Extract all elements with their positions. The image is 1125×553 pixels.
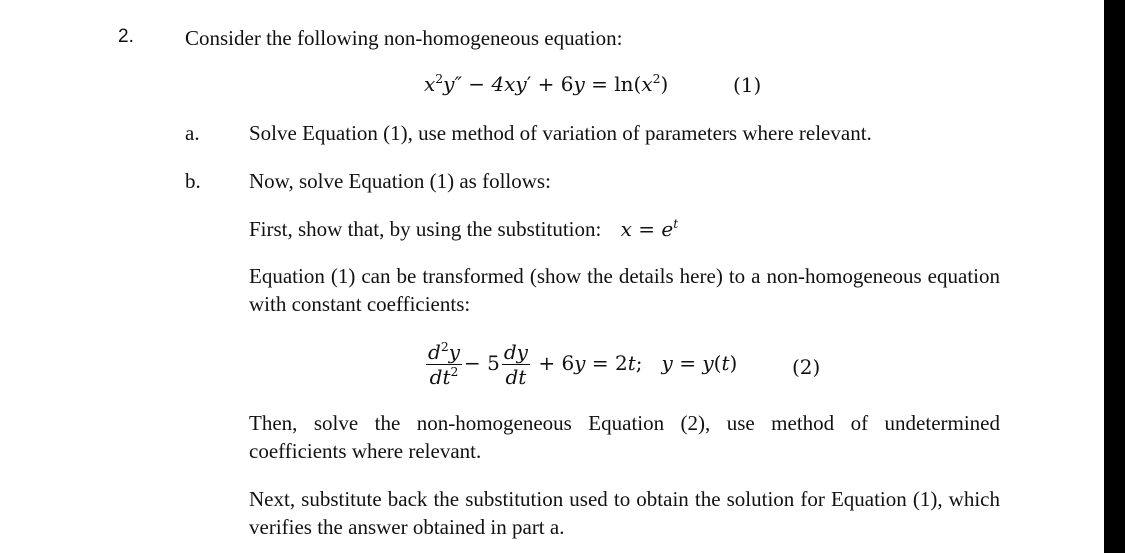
subst-t: t bbox=[673, 215, 679, 231]
eq2-t: t bbox=[627, 351, 636, 375]
eq2-t2: t bbox=[721, 351, 730, 375]
eq1-term-c: ′ + 6 bbox=[526, 72, 574, 96]
eq2-y3: y bbox=[661, 351, 673, 375]
eq2-dt-sup: 2 bbox=[450, 363, 459, 379]
eq1-sq1: 2 bbox=[435, 70, 444, 86]
part-b-step1 bbox=[249, 215, 678, 243]
equation-2-tag: (2) bbox=[792, 355, 821, 379]
part-a-text: Solve Equation (1), use method of variation of parameters where relevant. bbox=[249, 121, 872, 145]
eq2-y: y bbox=[448, 340, 461, 364]
eq1-term-d: y bbox=[573, 72, 585, 96]
eq2-minus5: − 5 bbox=[464, 351, 500, 375]
eq2-open: ( bbox=[713, 351, 722, 375]
substitution-formula bbox=[621, 217, 679, 241]
eq1-sq2: 2 bbox=[652, 70, 661, 86]
part-a-label: a. bbox=[185, 121, 200, 145]
equation-1 bbox=[424, 72, 668, 96]
eq2-plus6: + 6 bbox=[531, 351, 575, 375]
eq1-equals-ln: = ln( bbox=[584, 72, 642, 96]
eq2-dt2: dt bbox=[505, 365, 527, 389]
eq2-close: ) bbox=[729, 351, 738, 375]
part-b-text: Now, solve Equation (1) as follows: bbox=[249, 169, 551, 193]
subst-x: x bbox=[620, 217, 632, 241]
eq2-eq3: = bbox=[672, 351, 703, 375]
part-b-step4: Next, substitute back the substitution used to obtain the solution for Equation (1), which verifies the answer obtained in part a. bbox=[249, 487, 1000, 539]
question-number: 2. bbox=[118, 26, 134, 47]
equation-1-tag: (1) bbox=[733, 73, 762, 97]
eq2-dy: dy bbox=[503, 340, 528, 364]
eq1-close: ) bbox=[660, 72, 669, 96]
part-b-label: b. bbox=[185, 169, 201, 193]
question-intro: Consider the following non-homogeneous equation: bbox=[185, 26, 623, 50]
eq1-term-b: xy bbox=[504, 72, 527, 96]
subst-equals: = bbox=[631, 217, 662, 241]
equation-2 bbox=[424, 340, 737, 389]
part-b-step3: Then, solve the non-homogeneous Equation (2), use method of undetermined coefficients where relevant. bbox=[249, 411, 1000, 463]
subst-e: e bbox=[661, 217, 674, 241]
eq2-dt: dt bbox=[429, 365, 451, 389]
eq2-d: d bbox=[428, 340, 441, 364]
eq2-y2: y bbox=[574, 351, 586, 375]
eq2-eq2: = 2 bbox=[585, 351, 628, 375]
eq2-y4: y bbox=[702, 351, 714, 375]
part-b-step2: Equation (1) can be transformed (show the details here) to a non-homogeneous equation with constant coefficients: bbox=[249, 264, 1000, 316]
step1-text: First, show that, by using the substitution: bbox=[249, 217, 602, 241]
eq1-term-a: y″ − 4 bbox=[443, 72, 505, 96]
eq2-d-sup: 2 bbox=[440, 338, 449, 354]
eq1-arg: x bbox=[641, 72, 653, 96]
eq1-x: x bbox=[424, 72, 436, 96]
eq2-first-derivative bbox=[502, 340, 530, 389]
eq2-sep: ; bbox=[635, 351, 662, 375]
eq2-second-derivative bbox=[426, 340, 462, 389]
